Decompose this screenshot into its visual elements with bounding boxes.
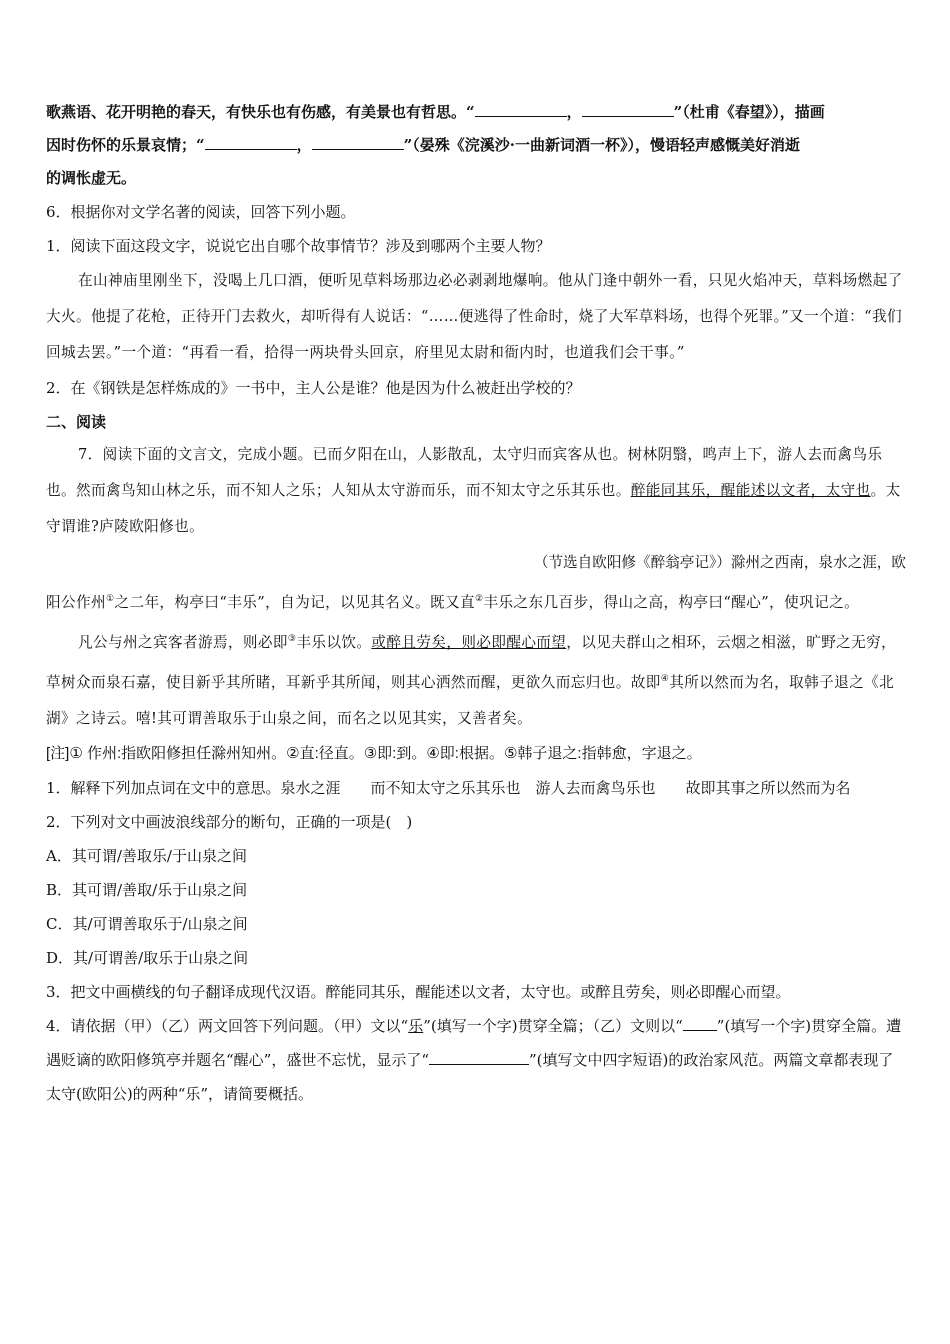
q6-sub1: 1．阅读下面这段文字，说说它出自哪个故事情节？涉及到哪两个主要人物？ <box>46 237 551 255</box>
answer-filled: 乐 <box>408 1016 424 1035</box>
intro-text: ， <box>296 136 312 154</box>
q6-stem: 6．根据你对文学名著的阅读，回答下列小题。 <box>46 203 356 221</box>
passage-text: 阳公作州 <box>46 593 106 611</box>
q7-text: 7．阅读下面的文言文，完成小题。已而夕阳在山，人影散乱，太守归而宾客从也。树林阴翳，鸣声上下，游人去而禽鸟乐也。然而禽鸟知山林之乐，而不知人之乐；人知从太守游而乐，而不知太守之乐其乐也。 <box>46 446 883 499</box>
subq-1: 1．解释下列加点词在文中的意思。泉水之涯 而不知太守之乐其乐也 游人去而禽鸟乐也 故即其事之所以然而为名 <box>46 778 851 797</box>
q7-passage <box>46 437 906 545</box>
subq-4 <box>46 1009 906 1111</box>
subq-text: ”(填写文中四字短语)的政治家风范。两篇文章都表现了太守(欧阳公)的两种“乐”，请简要概括。 <box>46 1050 894 1103</box>
option-c[interactable]: C．其/可谓善取乐于/山泉之间 <box>46 914 248 933</box>
option-b[interactable]: B．其可谓/善取/乐于山泉之间 <box>46 880 248 899</box>
answer-blank[interactable] <box>429 1050 529 1065</box>
q7-tail: 。太守谓谁?庐陵欧阳修也。 <box>46 482 901 535</box>
subq-text: 4．请依据（甲）（乙）两文回答下列问题。（甲）文以“ <box>46 1016 409 1035</box>
subq-text: ”(填写一个字)贯穿全篇。遭遇贬谪的欧阳修筑亭并题名“醒心”，盛世不忘忧，显示了“ <box>46 1016 902 1069</box>
footnote-marker: ② <box>475 594 484 604</box>
q6-passage: 在山神庙里刚坐下，没喝上几口酒，便听见草料场那边必必剥剥地爆响。他从门逢中朝外一看，只见火焰冲天，草料场燃起了大火。他提了花枪，正待开门去救火，却听得有人说话：“……便逃得了性命时，烧了大军草料场，也得个死罪。”又一个道：“我们回城去罢。”一个道：“再看一看，拾得一两块骨头回京，府里见太尉和衙内时，也道我们会干事。” <box>46 272 903 361</box>
intro-line-3: 的调怅虚无。 <box>46 169 137 187</box>
answer-blank[interactable] <box>683 1016 717 1031</box>
option-a[interactable]: A．其可谓/善取乐/于山泉之间 <box>46 846 247 865</box>
answer-blank[interactable] <box>205 135 297 150</box>
intro-line-1 <box>46 96 906 129</box>
passage-text: 凡公与州之宾客者游焉，则必即 <box>78 633 288 651</box>
intro-text: 因时伤怀的乐景哀情；“ <box>46 136 205 154</box>
passage-text: 之二年，构亭曰“丰乐”，自为记，以见其名义。既又直 <box>114 593 476 611</box>
passage-text: 丰乐以饮。 <box>296 633 372 651</box>
document-page <box>46 96 906 1111</box>
answer-blank[interactable] <box>312 135 404 150</box>
passage-text: ，以见夫群山之相环，云烟之相滋，旷野之无穷，草树众而泉石嘉，使目新乎其所睹，耳新乎其所闻，则其心洒然而醒，更欲久而忘归也。故即 <box>46 633 897 691</box>
passage-yi-1 <box>46 581 906 621</box>
answer-blank[interactable] <box>582 102 674 117</box>
passage-text: 其所以然而为名，取韩子退之《北湖》之诗云。嘻!其可谓善取乐于山泉之间，而名之以见其实，又善者矣。 <box>46 673 895 727</box>
source-line: （节选自欧阳修《醉翁亭记》）滁州之西南，泉水之涯，欧 <box>533 554 906 571</box>
passage-text: 丰乐之东几百步，得山之高，构亭曰“醒心”，使巩记之。 <box>483 593 860 611</box>
notes-line: [注]① 作州:指欧阳修担任滁州知州。②直:径直。③即:到。④即:根据。⑤韩子退之:指韩愈，字退之。 <box>46 744 702 762</box>
q6-sub2: 2．在《钢铁是怎样炼成的》一书中，主人公是谁？他是因为什么被赶出学校的？ <box>46 379 581 397</box>
underlined-sentence: 醉能同其乐，醒能述以文者，太守也 <box>630 482 871 499</box>
footnote-marker: ① <box>105 594 115 604</box>
subq-text: ”(填写一个字)贯穿全篇；（乙）文则以“ <box>423 1016 683 1035</box>
subq-2: 2．下列对文中画波浪线部分的断句，正确的一项是( ) <box>46 812 413 831</box>
intro-text: 歌燕语、花开明艳的春天，有快乐也有伤感，有美景也有哲思。“ <box>46 103 475 121</box>
intro-text: ”（晏殊《浣溪沙·一曲新词酒一杯》），慢语轻声感慨美好消逝 <box>403 136 801 154</box>
intro-text: ”（杜甫《春望》），描画 <box>673 103 825 121</box>
footnote-marker: ④ <box>660 673 670 684</box>
intro-line-2 <box>46 129 906 162</box>
section-title: 二、阅读 <box>46 413 107 431</box>
option-d[interactable]: D．其/可谓善/取乐于山泉之间 <box>46 948 249 967</box>
subq-3: 3．把文中画横线的句子翻译成现代汉语。醉能同其乐，醒能述以文者，太守也。或醉且劳矣，则必即醒心而望。 <box>46 982 791 1001</box>
passage-yi-2 <box>46 621 906 737</box>
answer-blank[interactable] <box>475 102 567 117</box>
intro-text: ， <box>566 103 582 121</box>
underlined-sentence: 或醉且劳矣，则必即醒心而望 <box>371 633 567 651</box>
intro-paragraph <box>46 96 906 195</box>
footnote-marker: ③ <box>287 633 297 644</box>
